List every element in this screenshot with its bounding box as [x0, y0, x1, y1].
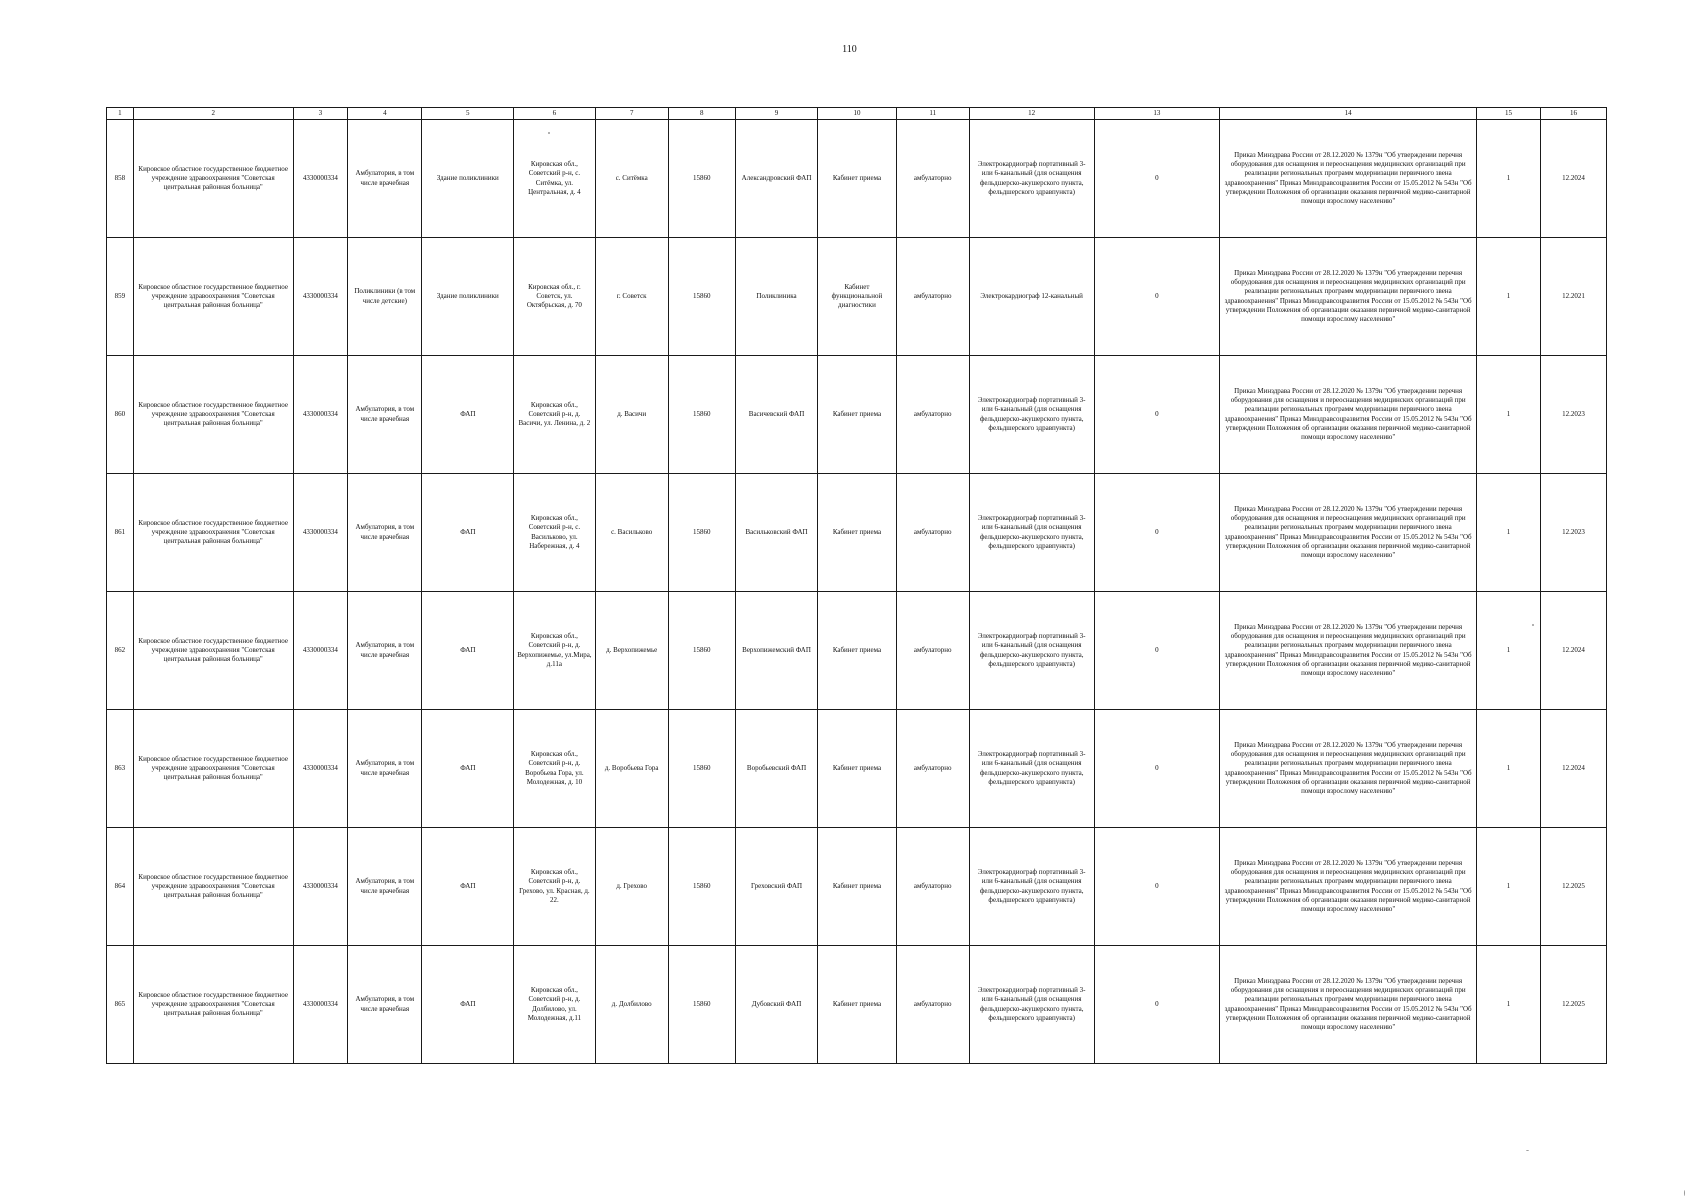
address: Кировская обл., г. Советск, ул. Октябрьская, д. 70: [514, 238, 595, 356]
inn: 4330000334: [293, 946, 348, 1064]
facility-type: Амбулатория, в том числе врачебная: [348, 120, 422, 238]
building: ФАП: [422, 946, 514, 1064]
code: 15860: [668, 474, 735, 592]
quantity: 1: [1476, 356, 1540, 474]
scan-speck: [1684, 1190, 1685, 1196]
column-header: 16: [1540, 108, 1606, 120]
row-number: 862: [107, 592, 134, 710]
building: Здание поликлиники: [422, 120, 514, 238]
inn: 4330000334: [293, 710, 348, 828]
available-count: 0: [1094, 356, 1220, 474]
care-mode: амбулаторно: [896, 120, 969, 238]
facility-type: Амбулатория, в том числе врачебная: [348, 828, 422, 946]
address: Кировская обл., Советский р-н, д. Воробьева Гора, ул. Молодежная, д. 10: [514, 710, 595, 828]
locality: д. Васичи: [595, 356, 668, 474]
equipment-name: Электрокардиограф портативный 3- или 6-канальный (для оснащения фельдшерско-акушерского пункта, фельдшерского здравпункта): [969, 828, 1094, 946]
quantity: 1: [1476, 238, 1540, 356]
unit-name: Дубовский ФАП: [735, 946, 817, 1064]
equipment-name: Электрокардиограф 12-канальный: [969, 238, 1094, 356]
scan-speck: [1532, 624, 1534, 626]
unit-name: Греховский ФАП: [735, 828, 817, 946]
organization-name: Кировское областное государственное бюджетное учреждение здравоохранения "Советская центральная районная больница": [133, 592, 293, 710]
unit-name: Васильковский ФАП: [735, 474, 817, 592]
equipment-name: Электрокардиограф портативный 3- или 6-канальный (для оснащения фельдшерско-акушерского пункта, фельдшерского здравпункта): [969, 710, 1094, 828]
row-number: 864: [107, 828, 134, 946]
care-mode: амбулаторно: [896, 710, 969, 828]
code: 15860: [668, 946, 735, 1064]
inn: 4330000334: [293, 474, 348, 592]
column-header: 10: [818, 108, 896, 120]
column-header: 8: [668, 108, 735, 120]
quantity: 1: [1476, 592, 1540, 710]
delivery-date: 12.2021: [1540, 238, 1606, 356]
locality: д. Воробьева Гора: [595, 710, 668, 828]
care-mode: амбулаторно: [896, 238, 969, 356]
available-count: 0: [1094, 120, 1220, 238]
legal-basis: Приказ Минздрава России от 28.12.2020 № 1379н "Об утверждении перечня оборудования для оснащения и переоснащения медицинских организаций при реализации региональных программ модернизации первичного звена здравоохранения" Приказ Минздравсоцразвития России от 15.05.2012 № 543н "Об утверждении Положения об организации оказания первичной медико-санитарной помощи взрослому населению": [1220, 120, 1477, 238]
unit-name: Воробьевский ФАП: [735, 710, 817, 828]
code: 15860: [668, 828, 735, 946]
care-mode: амбулаторно: [896, 356, 969, 474]
room: Кабинет функциональной диагностики: [818, 238, 896, 356]
row-number: 861: [107, 474, 134, 592]
delivery-date: 12.2024: [1540, 710, 1606, 828]
row-number: 858: [107, 120, 134, 238]
room: Кабинет приема: [818, 356, 896, 474]
inn: 4330000334: [293, 238, 348, 356]
care-mode: амбулаторно: [896, 828, 969, 946]
table-row: [107, 120, 1607, 238]
unit-name: Поликлиника: [735, 238, 817, 356]
delivery-date: 12.2024: [1540, 120, 1606, 238]
legal-basis: Приказ Минздрава России от 28.12.2020 № 1379н "Об утверждении перечня оборудования для оснащения и переоснащения медицинских организаций при реализации региональных программ модернизации первичного звена здравоохранения" Приказ Минздравсоцразвития России от 15.05.2012 № 543н "Об утверждении Положения об организации оказания первичной медико-санитарной помощи взрослому населению": [1220, 946, 1477, 1064]
facility-type: Амбулатория, в том числе врачебная: [348, 474, 422, 592]
delivery-date: 12.2024: [1540, 592, 1606, 710]
facility-type: Поликлиники (в том числе детские): [348, 238, 422, 356]
equipment-name: Электрокардиограф портативный 3- или 6-канальный (для оснащения фельдшерско-акушерского пункта, фельдшерского здравпункта): [969, 946, 1094, 1064]
table-row: [107, 592, 1607, 710]
column-header: 5: [422, 108, 514, 120]
equipment-name: Электрокардиограф портативный 3- или 6-канальный (для оснащения фельдшерско-акушерского пункта, фельдшерского здравпункта): [969, 120, 1094, 238]
delivery-date: 12.2023: [1540, 356, 1606, 474]
organization-name: Кировское областное государственное бюджетное учреждение здравоохранения "Советская центральная районная больница": [133, 120, 293, 238]
locality: с. Ситёмка: [595, 120, 668, 238]
room: Кабинет приема: [818, 474, 896, 592]
code: 15860: [668, 710, 735, 828]
column-header: 3: [293, 108, 348, 120]
legal-basis: Приказ Минздрава России от 28.12.2020 № 1379н "Об утверждении перечня оборудования для оснащения и переоснащения медицинских организаций при реализации региональных программ модернизации первичного звена здравоохранения" Приказ Минздравсоцразвития России от 15.05.2012 № 543н "Об утверждении Положения об организации оказания первичной медико-санитарной помощи взрослому населению": [1220, 238, 1477, 356]
delivery-date: 12.2025: [1540, 946, 1606, 1064]
available-count: 0: [1094, 474, 1220, 592]
available-count: 0: [1094, 828, 1220, 946]
inn: 4330000334: [293, 356, 348, 474]
address: Кировская обл., Советский р-н, д. Васичи, ул. Ленина, д. 2: [514, 356, 595, 474]
facility-type: Амбулатория, в том числе врачебная: [348, 356, 422, 474]
building: ФАП: [422, 474, 514, 592]
row-number: 860: [107, 356, 134, 474]
inn: 4330000334: [293, 828, 348, 946]
available-count: 0: [1094, 946, 1220, 1064]
column-header: 13: [1094, 108, 1220, 120]
code: 15860: [668, 592, 735, 710]
column-header: 6: [514, 108, 595, 120]
column-header: 9: [735, 108, 817, 120]
column-header: 11: [896, 108, 969, 120]
delivery-date: 12.2023: [1540, 474, 1606, 592]
quantity: 1: [1476, 120, 1540, 238]
equipment-name: Электрокардиограф портативный 3- или 6-канальный (для оснащения фельдшерско-акушерского пункта, фельдшерского здравпункта): [969, 592, 1094, 710]
scan-speck: [1526, 1150, 1529, 1151]
building: Здание поликлиники: [422, 238, 514, 356]
organization-name: Кировское областное государственное бюджетное учреждение здравоохранения "Советская центральная районная больница": [133, 356, 293, 474]
legal-basis: Приказ Минздрава России от 28.12.2020 № 1379н "Об утверждении перечня оборудования для оснащения и переоснащения медицинских организаций при реализации региональных программ модернизации первичного звена здравоохранения" Приказ Минздравсоцразвития России от 15.05.2012 № 543н "Об утверждении Положения об организации оказания первичной медико-санитарной помощи взрослому населению": [1220, 356, 1477, 474]
column-header: 12: [969, 108, 1094, 120]
legal-basis: Приказ Минздрава России от 28.12.2020 № 1379н "Об утверждении перечня оборудования для оснащения и переоснащения медицинских организаций при реализации региональных программ модернизации первичного звена здравоохранения" Приказ Минздравсоцразвития России от 15.05.2012 № 543н "Об утверждении Положения об организации оказания первичной медико-санитарной помощи взрослому населению": [1220, 828, 1477, 946]
inn: 4330000334: [293, 120, 348, 238]
organization-name: Кировское областное государственное бюджетное учреждение здравоохранения "Советская центральная районная больница": [133, 474, 293, 592]
equipment-name: Электрокардиограф портативный 3- или 6-канальный (для оснащения фельдшерско-акушерского пункта, фельдшерского здравпункта): [969, 474, 1094, 592]
organization-name: Кировское областное государственное бюджетное учреждение здравоохранения "Советская центральная районная больница": [133, 946, 293, 1064]
equipment-register-table: [106, 107, 1607, 1064]
organization-name: Кировское областное государственное бюджетное учреждение здравоохранения "Советская центральная районная больница": [133, 710, 293, 828]
address: Кировская обл., Советский р-н, с. Ситёмка, ул. Центральная, д. 4: [514, 120, 595, 238]
quantity: 1: [1476, 828, 1540, 946]
equipment-name: Электрокардиограф портативный 3- или 6-канальный (для оснащения фельдшерско-акушерского пункта, фельдшерского здравпункта): [969, 356, 1094, 474]
locality: г. Советск: [595, 238, 668, 356]
locality: д. Грехово: [595, 828, 668, 946]
room: Кабинет приема: [818, 592, 896, 710]
column-header: 14: [1220, 108, 1477, 120]
table-row: [107, 238, 1607, 356]
unit-name: Александровский ФАП: [735, 120, 817, 238]
building: ФАП: [422, 356, 514, 474]
address: Кировская обл., Советский р-н, с. Васильково, ул. Набережная, д. 4: [514, 474, 595, 592]
quantity: 1: [1476, 710, 1540, 828]
facility-type: Амбулатория, в том числе врачебная: [348, 592, 422, 710]
quantity: 1: [1476, 474, 1540, 592]
unit-name: Васичевский ФАП: [735, 356, 817, 474]
table-row: [107, 356, 1607, 474]
building: ФАП: [422, 592, 514, 710]
room: Кабинет приема: [818, 710, 896, 828]
row-number: 863: [107, 710, 134, 828]
organization-name: Кировское областное государственное бюджетное учреждение здравоохранения "Советская центральная районная больница": [133, 238, 293, 356]
room: Кабинет приема: [818, 828, 896, 946]
room: Кабинет приема: [818, 120, 896, 238]
organization-name: Кировское областное государственное бюджетное учреждение здравоохранения "Советская центральная районная больница": [133, 828, 293, 946]
code: 15860: [668, 120, 735, 238]
address: Кировская обл., Советский р-н, д. Долбилово, ул. Молодежная, д.11: [514, 946, 595, 1064]
code: 15860: [668, 356, 735, 474]
room: Кабинет приема: [818, 946, 896, 1064]
code: 15860: [668, 238, 735, 356]
available-count: 0: [1094, 592, 1220, 710]
table-row: [107, 710, 1607, 828]
unit-name: Верхопижемский ФАП: [735, 592, 817, 710]
table-row: [107, 474, 1607, 592]
locality: д. Долбилово: [595, 946, 668, 1064]
column-header: 15: [1476, 108, 1540, 120]
inn: 4330000334: [293, 592, 348, 710]
care-mode: амбулаторно: [896, 946, 969, 1064]
column-header: 4: [348, 108, 422, 120]
column-number-row: [107, 108, 1607, 120]
table-row: [107, 946, 1607, 1064]
care-mode: амбулаторно: [896, 474, 969, 592]
available-count: 0: [1094, 710, 1220, 828]
column-header: 2: [133, 108, 293, 120]
column-header: 1: [107, 108, 134, 120]
locality: с. Васильково: [595, 474, 668, 592]
row-number: 865: [107, 946, 134, 1064]
quantity: 1: [1476, 946, 1540, 1064]
row-number: 859: [107, 238, 134, 356]
scan-speck: [548, 132, 550, 134]
facility-type: Амбулатория, в том числе врачебная: [348, 946, 422, 1064]
address: Кировская обл., Советский р-н, д. Грехово, ул. Красная, д. 22.: [514, 828, 595, 946]
page-number: 110: [842, 44, 857, 55]
facility-type: Амбулатория, в том числе врачебная: [348, 710, 422, 828]
legal-basis: Приказ Минздрава России от 28.12.2020 № 1379н "Об утверждении перечня оборудования для оснащения и переоснащения медицинских организаций при реализации региональных программ модернизации первичного звена здравоохранения" Приказ Минздравсоцразвития России от 15.05.2012 № 543н "Об утверждении Положения об организации оказания первичной медико-санитарной помощи взрослому населению": [1220, 710, 1477, 828]
legal-basis: Приказ Минздрава России от 28.12.2020 № 1379н "Об утверждении перечня оборудования для оснащения и переоснащения медицинских организаций при реализации региональных программ модернизации первичного звена здравоохранения" Приказ Минздравсоцразвития России от 15.05.2012 № 543н "Об утверждении Положения об организации оказания первичной медико-санитарной помощи взрослому населению": [1220, 474, 1477, 592]
column-header: 7: [595, 108, 668, 120]
building: ФАП: [422, 828, 514, 946]
building: ФАП: [422, 710, 514, 828]
table-row: [107, 828, 1607, 946]
legal-basis: Приказ Минздрава России от 28.12.2020 № 1379н "Об утверждении перечня оборудования для оснащения и переоснащения медицинских организаций при реализации региональных программ модернизации первичного звена здравоохранения" Приказ Минздравсоцразвития России от 15.05.2012 № 543н "Об утверждении Положения об организации оказания первичной медико-санитарной помощи взрослому населению": [1220, 592, 1477, 710]
address: Кировская обл., Советский р-н, д. Верхопижемье, ул.Мира, д.11а: [514, 592, 595, 710]
delivery-date: 12.2025: [1540, 828, 1606, 946]
care-mode: амбулаторно: [896, 592, 969, 710]
locality: д. Верхопижемье: [595, 592, 668, 710]
available-count: 0: [1094, 238, 1220, 356]
